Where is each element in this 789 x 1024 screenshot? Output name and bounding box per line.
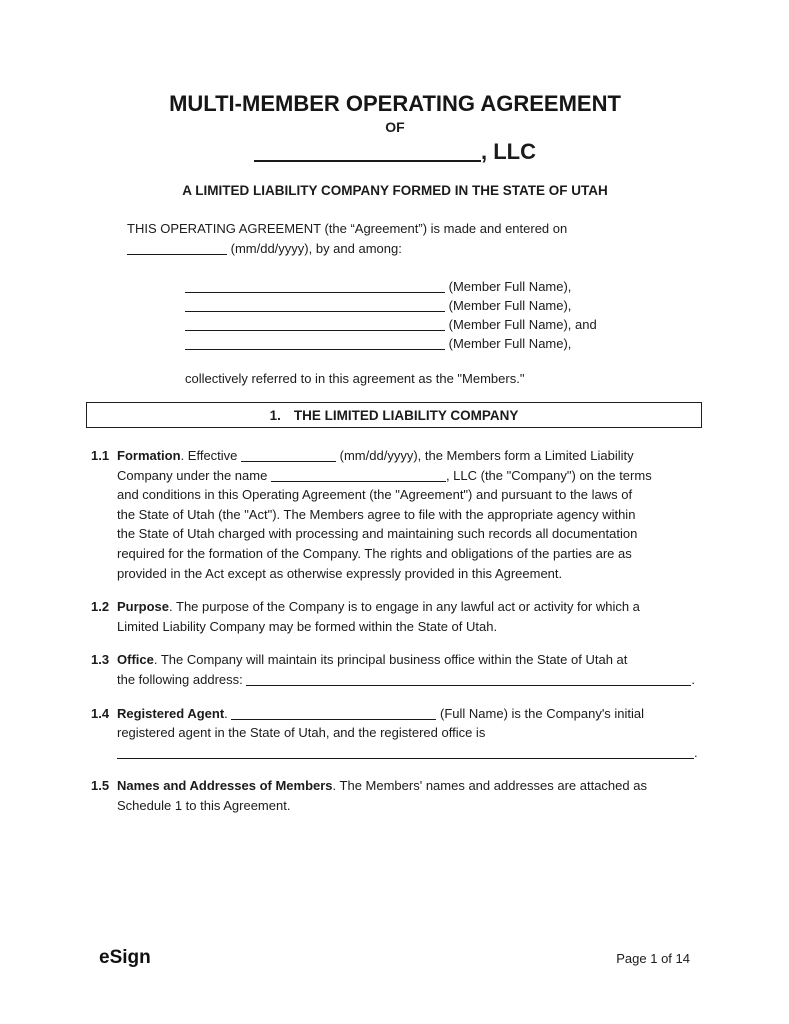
clause-text: , LLC (the "Company") on the terms	[445, 467, 652, 483]
clause-text: Limited Liability Company may be formed within the State of Utah.	[117, 618, 498, 634]
clause-number: 1.4	[91, 705, 110, 721]
clause-label: Office	[117, 652, 154, 668]
page-indicator: Page 1 of 14	[616, 951, 690, 966]
clause-text: required for the formation of the Company. The rights and obligations of the parties are as	[117, 545, 632, 561]
member-list	[185, 277, 699, 353]
clause-text: and conditions in this Operating Agreement (the "Agreement") and pursuant to the laws of	[117, 487, 633, 503]
esign-logo: eSign	[99, 947, 151, 968]
clause-text: (Full Name) is the Company's initial	[436, 705, 645, 721]
clause-office	[91, 650, 699, 689]
intro-paragraph	[127, 219, 699, 259]
clause-purpose	[91, 597, 699, 636]
clause-text: the following address:	[117, 671, 247, 687]
intro-line1: THIS OPERATING AGREEMENT (the “Agreement”) is made and entered on	[127, 221, 568, 236]
clause-text: . Effective	[180, 448, 242, 463]
clause-text: .	[691, 671, 695, 687]
clause-text: . The Company will maintain its principal business office within the State of Utah at	[153, 652, 628, 668]
section-title: THE LIMITED LIABILITY COMPANY	[293, 408, 519, 423]
clause-number: 1.1	[91, 448, 110, 463]
clause-number: 1.3	[91, 652, 110, 668]
clause-number: 1.5	[91, 778, 110, 794]
llc-name-blank	[271, 469, 446, 482]
clause-names-addresses	[91, 776, 699, 815]
member-name-blank	[185, 318, 445, 331]
clause-text: Company under the name	[117, 467, 271, 483]
member-name-blank	[185, 337, 445, 350]
effective-date-blank	[241, 449, 336, 462]
clause-formation	[91, 446, 699, 583]
clause-registered-agent	[91, 704, 699, 763]
member-row	[185, 277, 699, 296]
clause-text: provided in the Act except as otherwise expressly provided in this Agreement.	[117, 565, 563, 581]
member-label: (Member Full Name),	[448, 336, 572, 351]
agreement-date-blank	[127, 242, 227, 255]
clause-text: the State of Utah (the "Act"). The Members agree to file with the appropriate agency within	[117, 506, 636, 522]
clause-number: 1.2	[91, 599, 110, 615]
clause-text: Schedule 1 to this Agreement.	[117, 797, 291, 813]
collective-note: collectively referred to in this agreement as the "Members."	[185, 371, 525, 386]
office-address-blank	[246, 673, 691, 686]
member-label: (Member Full Name),	[448, 298, 572, 313]
member-label: (Member Full Name),	[448, 279, 572, 294]
clause-text: (mm/dd/yyyy), the Members form a Limited Liability	[336, 448, 634, 463]
section-1-header	[86, 402, 702, 428]
title-of-label: OF	[385, 119, 405, 135]
clause-label: Formation	[117, 448, 181, 463]
registered-office-blank	[117, 746, 694, 759]
document-content	[91, 0, 699, 816]
member-name-blank	[185, 280, 445, 293]
company-name-blank	[254, 145, 481, 162]
member-name-blank	[185, 299, 445, 312]
company-suffix-label: , LLC	[481, 139, 536, 164]
agent-name-blank	[231, 707, 436, 720]
intro-line2: (mm/dd/yyyy), by and among:	[227, 241, 402, 256]
clause-text: . The Members' names and addresses are attached as	[332, 778, 647, 794]
member-row	[185, 334, 699, 353]
company-name-line	[91, 139, 699, 165]
section-number: 1.	[269, 408, 281, 423]
member-row	[185, 296, 699, 315]
clause-text: the State of Utah charged with processing and maintaining such records all documentation	[117, 526, 638, 542]
member-row	[185, 315, 699, 334]
clause-label: Registered Agent	[117, 705, 225, 721]
member-label: (Member Full Name), and	[448, 317, 597, 332]
clause-text: .	[224, 705, 232, 721]
document-subtitle: A LIMITED LIABILITY COMPANY FORMED IN THE STATE OF UTAH	[182, 183, 608, 198]
clause-label: Names and Addresses of Members	[117, 778, 333, 794]
clause-text: .	[694, 744, 698, 760]
clause-label: Purpose	[117, 599, 170, 615]
clause-text: registered agent in the State of Utah, and the registered office is	[117, 725, 486, 741]
document-title: MULTI-MEMBER OPERATING AGREEMENT	[169, 91, 621, 116]
clause-text: . The purpose of the Company is to engage in any lawful act or activity for which a	[169, 599, 640, 615]
